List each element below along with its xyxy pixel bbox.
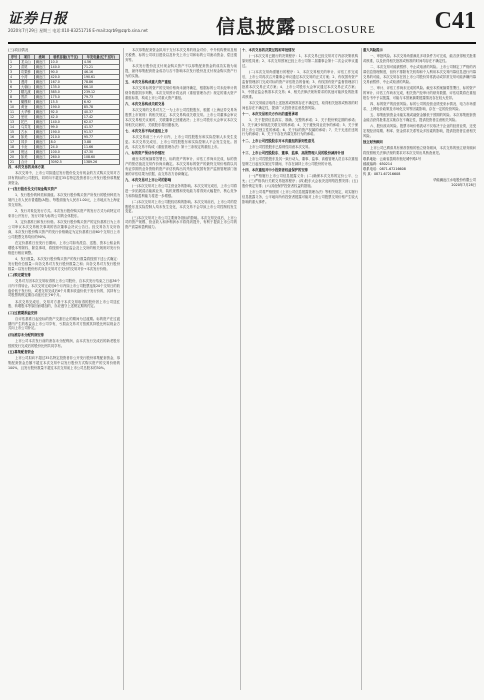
section-heading: 四、本次交易的具体方案 xyxy=(8,165,45,169)
table-cell: 4.56 xyxy=(82,60,119,65)
table-cell: 62.07 xyxy=(82,120,119,125)
table-cell: 澜沧江 xyxy=(34,140,49,145)
table-cell: 40.37 xyxy=(82,110,119,115)
paragraph: 上市公司控股股东已原则性同意本次交易。 xyxy=(249,144,312,149)
table-cell: 190.61 xyxy=(82,75,119,80)
table-cell: 21 xyxy=(9,160,20,165)
table-cell: 3.88 xyxy=(82,140,119,145)
table-cell: 1 xyxy=(9,60,20,65)
page-number: C41 xyxy=(434,8,476,34)
signature-date: 2020年7月28日 xyxy=(451,183,476,188)
table-cell: 澜沧江 xyxy=(34,95,49,100)
table-cell: 大华桥 xyxy=(20,110,35,115)
table-cell: 85.78 xyxy=(82,105,119,110)
paragraph: 截至本预案摘要签署日，标的资产的审计、评估工作尚未完成，标的资产的预估值及交易作价尚未确定。本次交易标的资产的最终交易价格将以具有证券期货业务资格的资产评估机构出具并经有权国有资产监督管理部门备案的评估结果为依据，由交易各方协商确定。 xyxy=(125,156,237,176)
section-heading: 重大风险提示 xyxy=(363,48,383,52)
column-divider xyxy=(240,48,241,690)
section-heading: (一)发行股份及支付现金购买资产 xyxy=(8,187,58,191)
table-cell: 91.57 xyxy=(82,130,119,135)
table-cell: 糯扎渡 xyxy=(20,90,35,95)
table-cell: 71.21 xyxy=(82,65,119,70)
table-cell: 92.0 xyxy=(49,110,82,115)
paragraph: 二、本次交易可能被暂停、中止或取消的风险。上市公司制定了严格的内幕信息管理制度，但仍不排除有关机构和个人利用本次交易内幕信息进行内幕交易的可能，本次交易存在因上市公司股价异常波动或异常交易可能涉嫌内幕交易而暂停、中止或取消的风险。 xyxy=(363,65,476,84)
table-cell: 班达 xyxy=(20,150,35,155)
section-heading: (二)锁定期安排 xyxy=(8,272,31,277)
project-table xyxy=(8,54,120,165)
contact-line: 邮政编码：650214 xyxy=(363,161,393,166)
table-cell: 140.0 xyxy=(49,120,82,125)
section-heading: (三)过渡期损益安排 xyxy=(8,310,38,315)
section-heading: 八、标的资产预估作价情况 xyxy=(125,150,165,155)
paragraph: 本次交易能否取得上述批准或核准存在不确定性，取得相关批准或核准的时间也存在不确定性，提请广大投资者注意投资风险。 xyxy=(242,100,358,110)
table-cell: 16 xyxy=(9,135,20,140)
table-cell: 澜沧江 xyxy=(34,115,49,120)
paragraph: 本次交易中，上市公司拟通过发行股份及支付现金的方式购买交易对方持有的标的公司股权，同时向不超过35名特定投资者非公开发行股份募集配套资金。 xyxy=(8,171,120,185)
table-cell: 17 xyxy=(9,140,20,145)
paragraph: 3、定价基准日和发行价格。本次发行股份购买资产的定价基准日为上市公司审议本次交易相关事项的首次董事会决议公告日。经交易各方友好协商，本次发行股份购买资产的发行价格确定为定价基准日前60个交易日上市公司股票交易均价的90%。 xyxy=(8,220,120,239)
table-cell: 19 xyxy=(9,150,20,155)
paragraph: (一)本次交易对上市公司主营业务的影响。本次交易完成后，上市公司将进一步拓展清洁能源业务，装机规模和发电能力将得到大幅提升，核心竞争力和持续盈利能力将进一步增强。 xyxy=(125,183,237,198)
table-cell: 190.0 xyxy=(49,105,82,110)
table-cell: 78.86 xyxy=(82,80,119,85)
table-cell: 古水 xyxy=(20,130,35,135)
paragraph: 在定价基准日至发行日期间，上市公司如有派息、送股、资本公积金转增股本等除权、除息事项，将按照中国证监会及上交所的相关规则对发行价格进行相应调整。 xyxy=(8,240,120,255)
table-cell: 99.0 xyxy=(49,125,82,130)
table-header-cell: 年发电量(亿千瓦时) xyxy=(82,55,119,60)
masthead-subline: 2020年7月29日 星期三 电话:010-83251716 E-mail:zqrb9@zqrb.sina.net xyxy=(8,28,148,33)
contact-line: 传 真：0871-67216608 xyxy=(363,171,401,176)
table-cell: 3 xyxy=(9,70,20,75)
table-cell: 239.12 xyxy=(82,90,119,95)
table-cell: 里底 xyxy=(20,115,35,120)
table-cell: 8 xyxy=(9,95,20,100)
table-cell: 澜沧江 xyxy=(34,90,49,95)
table-cell: 10.0 xyxy=(49,60,82,65)
table-cell: 澜沧江 xyxy=(34,70,49,75)
table-cell: 澜沧江 xyxy=(34,135,49,140)
table-cell: 100.0 xyxy=(49,150,82,155)
paragraph: 2、发行对象及发行方式。本次发行股份购买资产的发行方式为向特定对象非公开发行，发行对象为标的公司的全体股东。 xyxy=(8,209,120,218)
table-cell: 585.0 xyxy=(49,90,82,95)
paragraph: 自评估基准日起至标的资产交割日止的期间为过渡期。标的资产在过渡期内产生的收益由上市公司享有，亏损由交易对方按照其持股比例以现金方式向上市公司补足。 xyxy=(8,316,120,331)
table-cell: 420.0 xyxy=(49,75,82,80)
table-cell: 澜沧江 xyxy=(34,105,49,110)
paragraph: 本次交易前三十六个月内，上市公司控股股东和实际控制人未发生变更。本次交易完成后，上市公司控股股东和实际控制人不会发生变化。因此，本次交易不构成《重组管理办法》第十三条规定的重组上市。 xyxy=(125,134,237,149)
table-cell: 邦多 xyxy=(20,140,35,145)
table-cell: 13 xyxy=(9,120,20,125)
table-row xyxy=(9,160,120,165)
signature-company: 华能澜沧江水电股份有限公司 xyxy=(433,178,476,183)
table-cell: 黄登 xyxy=(20,105,35,110)
table-cell: 8.0 xyxy=(49,140,82,145)
table-cell: 6 xyxy=(9,85,20,90)
table-cell: 景洪 xyxy=(20,95,35,100)
table-cell: 66.10 xyxy=(82,85,119,90)
table-cell: 24.0 xyxy=(49,145,82,150)
section-heading: 五、本次交易构成重大资产重组 xyxy=(125,79,172,84)
table-cell: 47.30 xyxy=(82,150,119,155)
article-body xyxy=(8,48,476,690)
table-cell: 6.92 xyxy=(82,100,119,105)
table-cell: 澜沧江 xyxy=(34,150,49,155)
column-3-text xyxy=(242,48,358,205)
section-heading: (五)募集配套资金 xyxy=(8,349,35,354)
table-cell: 托巴 xyxy=(20,120,35,125)
table-cell: 澜沧江 xyxy=(34,85,49,90)
table-cell: 功果桥 xyxy=(20,70,35,75)
table-cell: 12 xyxy=(9,115,20,120)
table-cell: 14 xyxy=(9,125,20,130)
table-cell: 卡贡 xyxy=(20,145,35,150)
table-cell: 如美 xyxy=(20,155,35,160)
column-1-text xyxy=(8,165,120,370)
table-cell: 澜沧江 xyxy=(34,145,49,150)
table-cell: 澜沧江 xyxy=(34,75,49,80)
paragraph: 4、发行数量。本次发行股份购买资产的发行数量将按照下述公式确定：发行股份总数量＝向各交易对方发行股份数量之和；向各交易对方发行股份数量＝以发行股份形式向各交易对方支付的交易对价÷本次发行价格。 xyxy=(8,256,120,271)
paragraph: (三)本次交易对上市公司主要财务指标的影响。本次交易完成后，上市公司的资产规模、营业收入和净利润水平将得到提升，有利于提高上市公司的资产质量和盈利能力。 xyxy=(125,215,237,230)
table-cell: 小湾 xyxy=(20,75,35,80)
table-cell: 乌弄龙 xyxy=(20,125,35,130)
table-cell: 140.0 xyxy=(49,65,82,70)
contact-line: 联系地址：云南省昆明市世纪城中路1号 xyxy=(363,156,422,161)
paragraph: 六、股价波动风险。股票市场价格波动不仅取决于企业的经营业绩，还受宏观经济周期、利率、资金供求关系等众多因素的影响，提请投资者注意相关风险。 xyxy=(363,123,476,138)
table-cell: 澜沧江 xyxy=(34,155,49,160)
table-cell: 澜沧江 xyxy=(34,110,49,115)
table-cell: 175.0 xyxy=(49,95,82,100)
table-cell: 10 xyxy=(9,105,20,110)
section-heading: 六、本次交易构成关联交易 xyxy=(125,101,165,106)
paragraph: 四、标的资产的经营风险。标的公司的经营业绩受来水情况、电力市场需求、上网电价政策及市场化交易等因素影响，存在一定的经营风险。 xyxy=(363,101,476,111)
section-heading: 十、本次交易的决策过程和审批情况 xyxy=(242,48,295,52)
paragraph: (一)本次交易已履行的决策程序：1、本次交易已经交易对方内部决策机构原则性同意；2、本次交易预案已经上市公司第二届董事会第十二次会议审议通过。 xyxy=(242,54,358,68)
paragraph: (二)本次交易尚需履行的程序：1、本次交易相关的审计、评估工作完成后，上市公司再次召开董事会审议通过本次交易的正式方案；2、有权国有资产监督管理部门完成对标的资产评估报告的备案；3、有权国有资产监督管理部门批准本次交易正式方案；4、上市公司股东大会审议通过本次交易正式方案；5、中国证监会核准本次交易；6、相关法律法规所要求的其他可能涉及的批准或核准。 xyxy=(242,70,358,99)
table-cell: 2 xyxy=(9,65,20,70)
table-header-cell: 序号 xyxy=(9,55,20,60)
table-header-cell: 流域 xyxy=(34,55,49,60)
paragraph: 一、审批风险。本次交易尚需满足多项条件方可完成，能否获得相关批准或核准，以及获得相关批准或核准的时间均存在不确定性。 xyxy=(363,54,476,63)
table-cell: 108.60 xyxy=(82,155,119,160)
paragraph: 三、审计、评估工作尚未完成的风险。截至本预案摘要签署日，标的资产的审计、评估工作尚未完成，相关资产经审计的财务数据、评估结果将在重组报告书中予以披露，可能与本预案摘要披露情况存在较大差异。 xyxy=(363,85,476,100)
paragraph: 上市公司本次发行前的滚存未分配利润，由本次发行完成后的新老股东按照发行完成后的股份比例共同享有。 xyxy=(8,338,120,348)
table-cell: 135.0 xyxy=(49,85,82,90)
table-cell: 15 xyxy=(9,130,20,135)
table-cell: 橄榄坝 xyxy=(20,100,35,105)
table-cell: 3092.5 xyxy=(49,160,82,165)
column-4-text xyxy=(363,48,476,156)
section-heading: 十四、本次重组对中小投资者权益保护的安排 xyxy=(242,167,308,172)
table-cell: 澜沧江 xyxy=(34,120,49,125)
table-cell: 15.5 xyxy=(49,100,82,105)
table-cell: 210.0 xyxy=(49,135,82,140)
table-cell: 46.16 xyxy=(82,70,119,75)
section-heading: 十三、上市公司控股股东、董事、监事、高级管理人员的股份减持计划 xyxy=(242,150,345,155)
table-cell xyxy=(34,160,49,165)
table-cell: 9 xyxy=(9,100,20,105)
paragraph: 本次募集配套资金拟用于支付本次交易的现金对价、中介机构费用及相关税费、标的公司项目建设以及补充上市公司和标的公司流动资金、偿还债务等。 xyxy=(125,48,237,62)
section-heading: 七、本次交易不构成重组上市 xyxy=(125,128,168,133)
table-cell: 大朝山 xyxy=(20,85,35,90)
table-cell: 167.0 xyxy=(49,80,82,85)
table-header-row xyxy=(9,55,120,60)
section-title xyxy=(216,12,376,39)
table-cell: 20 xyxy=(9,155,20,160)
table-header-cell: 项目 xyxy=(20,55,35,60)
section-title-en: DISCLOSURE xyxy=(298,24,376,36)
table-cell: 11.66 xyxy=(82,145,119,150)
table-cell: 龙头山 xyxy=(20,60,35,65)
paragraph: 本次交易的交易对方之一为上市公司控股股东，根据《上海证券交易所股票上市规则》的相关规定，本次交易构成关联交易。上市公司董事会审议本次交易相关议案时，关联董事已回避表决；上市公司股东大会审议本次交易相关议案时，关联股东将回避表决。 xyxy=(125,107,237,127)
table-cell: 79.73 xyxy=(82,95,119,100)
table-cell: 18 xyxy=(9,145,20,150)
paragraph: 上市公司将严格按照《上市公司信息披露管理办法》等相关规定，切实履行信息披露义务，公平地向所有投资者披露可能对上市公司股票交易价格产生较大影响的重大事件。 xyxy=(242,189,358,204)
table-cell: 5 xyxy=(9,80,20,85)
section-heading: 十一、本次交易相关方作出的重要承诺 xyxy=(242,111,299,116)
paragraph: 上市公司已聘请具有保荐资格的独立财务顾问，本次交易的独立财务顾问将按照相关法律法规的要求对本次交易出具核查意见。 xyxy=(363,145,476,155)
paragraph: (一)严格履行上市公司信息披露义务；(二)确保本次交易的定价公平、公允；(三)严格执行关联交易批准程序；(四)股东大会表决及网络投票安排；(五)股份锁定安排；(六)其他保护投资者权益的措施。 xyxy=(242,173,358,188)
section-heading: (四)滚存未分配利润安排 xyxy=(8,332,44,337)
table-cell: 190.0 xyxy=(49,130,82,135)
table-cell: 1389.26 xyxy=(82,160,119,165)
paragraph: 上市公司控股股东及其一致行动人、董事、监事、高级管理人员自本次重组复牌之日起至实施完毕期间，不存在减持上市公司股份的计划。 xyxy=(242,156,358,166)
table-cell: 澜沧江 xyxy=(34,80,49,85)
signature-block xyxy=(363,178,476,188)
table-cell: 17.42 xyxy=(82,115,119,120)
paragraph: 交易对方因本次交易取得的上市公司股份，自本次发行结束之日起36个月内不得转让。本次交易完成后6个月内如上市公司股票连续20个交易日的收盘价低于发行价，或者交易完成后6个月期末收盘价低于发行价的，其持有公司股票的锁定期自动延长至少6个月。 xyxy=(8,278,120,298)
table-cell: 澜沧江 xyxy=(34,100,49,105)
table-cell: 澜沧江 xyxy=(34,130,49,135)
table-cell: 漫湾 xyxy=(20,80,35,85)
paragraph: 五、募集配套资金未能实施或融资金额低于预期的风险。本次募集配套资金能否获得批准及实施存在不确定性，提请投资者注意相关风险。 xyxy=(363,112,476,122)
table-body xyxy=(9,60,120,165)
column-1 xyxy=(8,48,120,690)
table-cell: 260.0 xyxy=(49,155,82,160)
contact-line: 联系电话：0871-67216608 xyxy=(363,166,406,171)
newspaper-logo: 证券日报 xyxy=(8,11,68,27)
column-2-text xyxy=(125,48,237,230)
table-cell: 4 xyxy=(9,75,20,80)
table-cell: 苗尾 xyxy=(20,65,35,70)
section-heading: 九、本次交易对上市公司的影响 xyxy=(125,177,172,182)
table-cell: 澜沧江 xyxy=(34,125,49,130)
column-2 xyxy=(125,48,237,690)
masthead xyxy=(8,6,476,44)
table-cell: 41.57 xyxy=(82,125,119,130)
contact-block xyxy=(363,157,476,177)
section-heading: 独立财务顾问 xyxy=(363,139,383,144)
paragraph: 1、发行股份的种类和面值。本次发行股份购买资产所发行的股份种类为境内上市人民币普通股(A股)，每股面值为人民币1.00元，上市地点为上海证券交易所。 xyxy=(8,193,120,207)
column-divider xyxy=(361,48,362,690)
paragraph: (二)本次交易对上市公司股权结构的影响。本次交易前后，上市公司的控股股东及实际控制人均未发生变化，本次交易不会导致上市公司控制权发生变更。 xyxy=(125,199,237,214)
column-4 xyxy=(363,48,476,690)
column-3 xyxy=(242,48,358,690)
table-cell: 95.77 xyxy=(82,135,119,140)
section-heading: 十二、上市公司控股股东对本次重组的原则性意见 xyxy=(242,138,315,143)
table-title: (三)项目情况 xyxy=(8,48,29,52)
table-cell: 90.0 xyxy=(49,70,82,75)
table-cell: 7 xyxy=(9,90,20,95)
section-title-cn: 信息披露 xyxy=(216,16,297,38)
table-cell: 澜沧江 xyxy=(34,65,49,70)
table-cell: 如美 xyxy=(20,135,35,140)
table-cell: 澜沧江 xyxy=(34,60,49,65)
paragraph: 本次交易标的资产的交易价格尚未最终确定，根据标的公司未经审计的财务数据初步判断，本次交易预计将达到《重组管理办法》规定的重大资产重组标准，构成上市公司重大资产重组。 xyxy=(125,85,237,100)
table-header-cell: 装机容量(万千瓦) xyxy=(49,55,82,60)
paragraph: 上市公司拟向不超过35名特定投资者非公开发行股份募集配套资金，募集配套资金总额不超过本次交易中以发行股份方式购买资产的交易价格的100%，且发行股份数量不超过本次交易前上市公司总股本的30%。 xyxy=(8,355,120,370)
table-cell: 11 xyxy=(9,110,20,115)
paragraph: 1、关于提供信息真实、准确、完整的承诺；2、关于股份锁定期的承诺；3、关于减少和规范关联交易的承诺；4、关于避免同业竞争的承诺；5、关于保持上市公司独立性的承诺；6、关于标的资产权属的承诺；7、关于无违法违规行为的承诺；8、关于不存在内幕交易行为的承诺。 xyxy=(242,117,358,137)
column-divider xyxy=(123,48,124,690)
table-cell: 42.0 xyxy=(49,115,82,120)
table-cell: 合计 xyxy=(20,160,35,165)
paragraph: 本次发行股份及支付现金购买资产不以募集配套资金的成功实施为前提，最终募集配套资金成功与否不影响本次发行股份及支付现金购买资产行为的实施。 xyxy=(125,63,237,78)
paragraph: 本次交易完成后，交易对方基于本次交易取得的股份因上市公司送红股、转增股本等原因而增加的，亦应遵守上述锁定期的约定。 xyxy=(8,299,120,309)
